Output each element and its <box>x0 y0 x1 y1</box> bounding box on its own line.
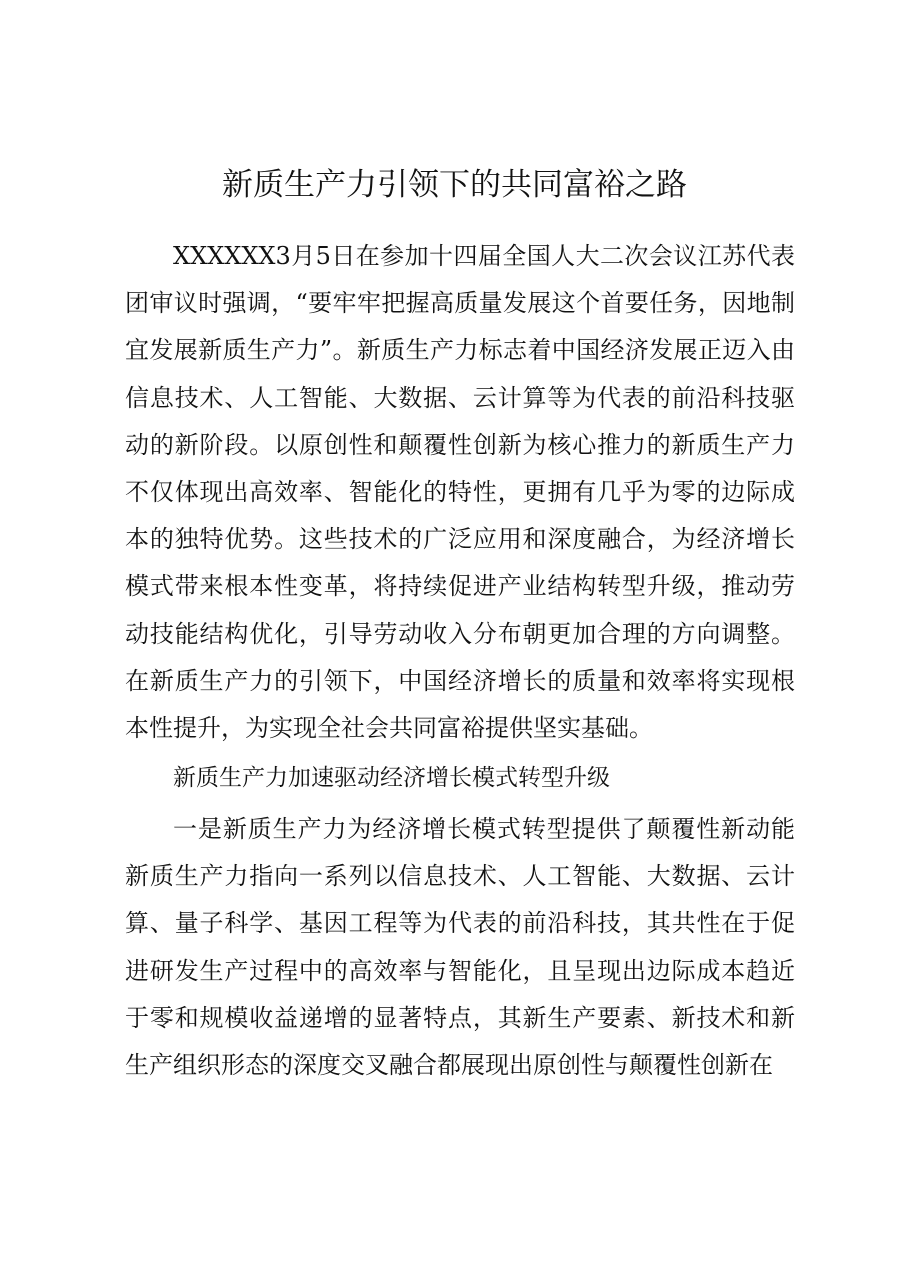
document-title: 新质生产力引领下的共同富裕之路 <box>222 167 687 203</box>
section-heading: 新质生产力加速驱动经济增长模式转型升级 <box>173 765 610 791</box>
subsection-lead: 一是新质生产力为经济增长模式转型提供了颠覆性新动能 <box>173 815 795 843</box>
subsection-paragraph <box>125 806 795 1089</box>
subsection-text: 新质生产力指向一系列以信息技术、人工智能、大数据、云计算、量子科学、基因工程等为代表的前沿科技，其共性在于促进研发生产过程中的高效率与智能化，且呈现出边际成本趋近于零和规模收益递增的显著特点，其新生产要素、新技术和新生产组织形态的深度交叉融合都展现出原创性与颠覆性创新在 <box>125 862 795 1080</box>
intro-paragraph: XXXXXX3月5日在参加十四届全国人大二次会议江苏代表团审议时强调，“要牢牢把握高质量发展这个首要任务，因地制宜发展新质生产力”。新质生产力标志着中国经济发展正迈入由信息技术、人工智能、大数据、云计算等为代表的前沿科技驱动的新阶段。以原创性和颠覆性创新为核心推力的新质生产力不仅体现出高效率、智能化的特性，更拥有几乎为零的边际成本的独特优势。这些技术的广泛应用和深度融合，为经济增长模式带来根本性变革，将持续促进产业结构转型升级，推动劳动技能结构优化，引导劳动收入分布朝更加合理的方向调整。在新质生产力的引领下，中国经济增长的质量和效率将实现根本性提升，为实现全社会共同富裕提供坚实基础。 <box>125 242 795 743</box>
